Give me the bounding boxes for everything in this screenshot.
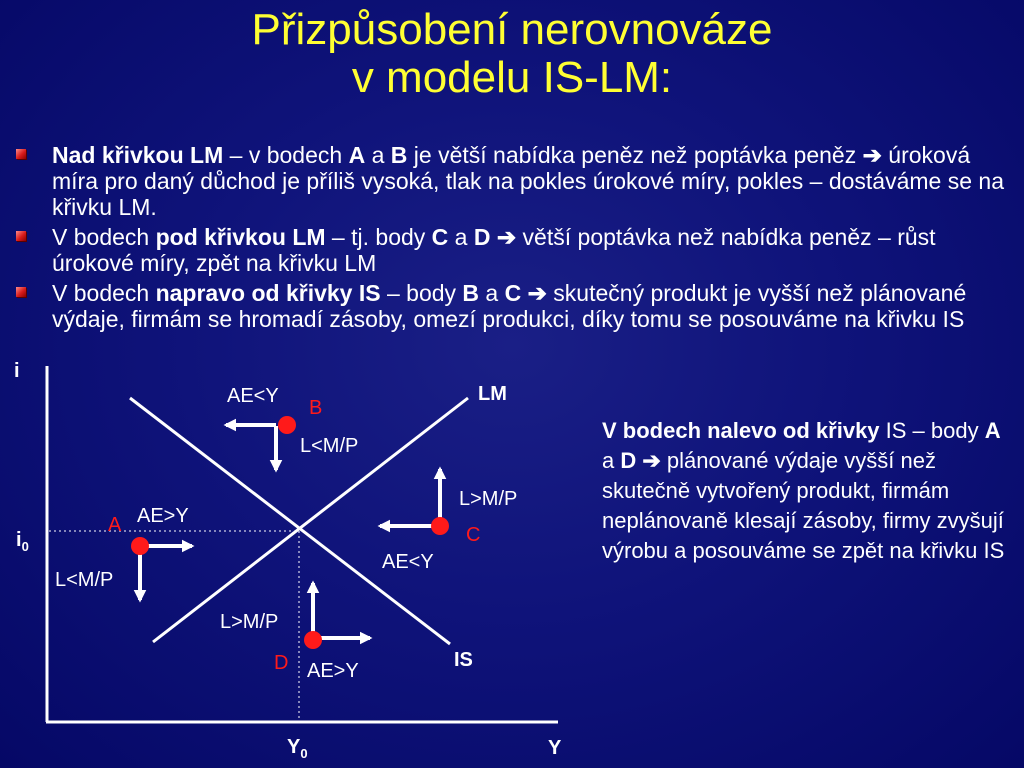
point-a-marker <box>131 537 149 555</box>
y-axis-label: i <box>14 360 20 382</box>
text-run: je větší nabídka peněz než poptávka peněz <box>407 142 863 168</box>
point-d-name: D <box>274 652 289 674</box>
text-run: C <box>504 280 522 306</box>
text-run: B <box>390 142 408 168</box>
is-label: IS <box>454 649 473 671</box>
point-b-group <box>226 385 358 470</box>
arrow-right-icon: ➔ <box>496 224 517 250</box>
point-a-group <box>55 505 192 600</box>
arrow-right-icon: ➔ <box>642 448 661 473</box>
x-axis-label: Y <box>548 737 562 759</box>
text-run: a <box>365 142 391 168</box>
point-b-label-l: L<M/P <box>300 435 359 457</box>
i0-label: $i_0$ <box>16 529 29 554</box>
title-line-2: v modelu IS-LM: <box>351 53 673 102</box>
text-run: – tj. body <box>325 224 432 250</box>
arrow-right-icon: ➔ <box>527 280 547 306</box>
text-run: a <box>448 224 474 250</box>
text-run: V bodech <box>52 280 156 306</box>
point-c-name: C <box>466 524 481 546</box>
lm-label: LM <box>478 383 507 405</box>
is-left-explanation <box>602 416 1012 566</box>
text-run: plánované výdaje vyšší než skutečně vytvořený produkt, firmám neplánovaně klesají zásoby, firmy zvyšují výrobu a posouváme se zpět na křivku IS <box>602 448 1005 563</box>
text-run: D <box>473 224 491 250</box>
text-run: IS – body <box>879 418 985 443</box>
arrow-right-icon: ➔ <box>862 142 882 168</box>
text-run: – body <box>380 280 463 306</box>
text-run: a <box>479 280 505 306</box>
text-run: V bodech nalevo od křivky <box>602 418 880 443</box>
point-c-label-l: L>M/P <box>459 488 518 510</box>
text-run: A <box>348 142 366 168</box>
text-run: C <box>431 224 449 250</box>
point-a-label-l: L<M/P <box>55 569 114 591</box>
text-run: D <box>620 448 637 473</box>
point-c-marker <box>431 517 449 535</box>
text-run: pod křivkou LM <box>155 224 326 250</box>
point-b-marker <box>278 416 296 434</box>
point-b-label-ae: AE<Y <box>227 385 279 407</box>
text-run: B <box>462 280 480 306</box>
point-c-label-ae: AE<Y <box>382 551 434 573</box>
y0-label: $Y_0$ <box>287 736 308 761</box>
point-b-name: B <box>309 397 323 419</box>
text-run: úroková míra pro daný důchod je příliš vysoká, tlak na pokles úrokové míry, pokles – dostáváme se na křivku LM. <box>52 142 1004 220</box>
text-run: A <box>984 418 1001 443</box>
text-run: V bodech <box>52 224 156 250</box>
text-run: Nad křivkou LM <box>52 142 224 168</box>
point-d-label-l: L>M/P <box>220 611 279 633</box>
point-c-group <box>380 469 517 573</box>
text-run: a <box>602 448 621 473</box>
point-d-group <box>220 583 370 682</box>
text-run: napravo od křivky IS <box>155 280 381 306</box>
title-line-1: Přizpůsobení nerovnováze <box>251 5 773 54</box>
point-a-label-ae: AE>Y <box>137 505 189 527</box>
text-run: – v bodech <box>223 142 349 168</box>
text-run: větší poptávka než nabídka peněz – růst úrokové míry, zpět na křivku LM <box>52 224 936 276</box>
point-a-name: A <box>108 514 122 536</box>
point-d-marker <box>304 631 322 649</box>
text-run: skutečný produkt je vyšší než plánované výdaje, firmám se hromadí zásoby, omezí produkci, díky tomu se posouváme na křivku IS <box>52 280 967 332</box>
point-d-label-ae: AE>Y <box>307 660 359 682</box>
